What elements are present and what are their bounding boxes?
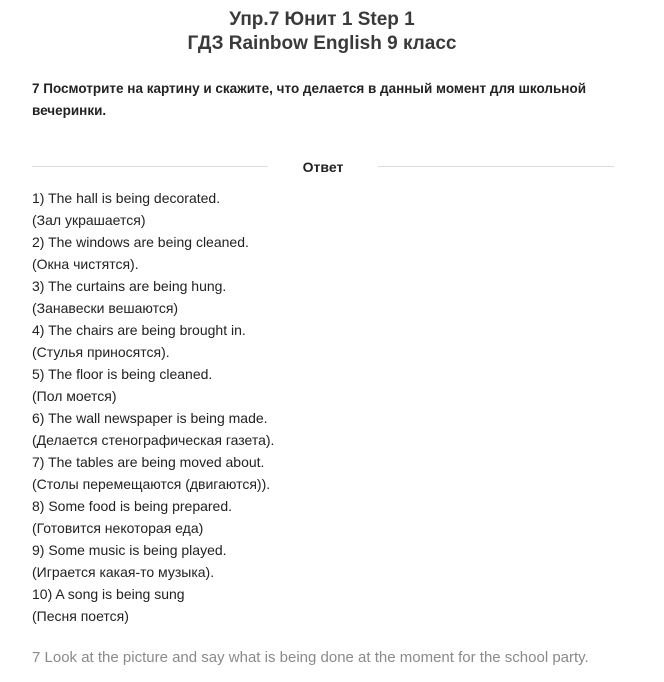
answer-line: 5) The floor is being cleaned.	[32, 366, 213, 382]
answer-line: (Делается стенографическая газета).	[32, 432, 275, 448]
page-title	[0, 8, 644, 56]
answer-divider	[32, 157, 614, 177]
answer-line: (Пол моется)	[32, 388, 117, 404]
answer-line: (Готовится некоторая еда)	[32, 520, 204, 536]
answer-line: 10) A song is being sung	[32, 586, 185, 602]
answer-line: (Столы перемещаются (двигаются)).	[32, 476, 271, 492]
answer-line: 3) The curtains are being hung.	[32, 278, 227, 294]
page-title-line-1: Упр.7 Юнит 1 Step 1	[229, 9, 415, 30]
answer-line: 2) The windows are being cleaned.	[32, 234, 249, 250]
answer-line: (Занавески вешаются)	[32, 300, 179, 316]
task-translation: 7 Look at the picture and say what is being done at the moment for the school party.	[32, 649, 589, 666]
answer-line: 1) The hall is being decorated.	[32, 190, 221, 206]
task-text: 7 Посмотрите на картину и скажите, что делается в данный момент для школьной вечеринки.	[32, 81, 586, 118]
answer-line: 9) Some music is being played.	[32, 542, 227, 558]
answer-line: (Окна чистятся).	[32, 256, 139, 272]
answer-line: 8) Some food is being prepared.	[32, 498, 233, 514]
answer-line: 4) The chairs are being brought in.	[32, 322, 246, 338]
answer-line: 6) The wall newspaper is being made.	[32, 410, 268, 426]
answer-heading: Ответ	[302, 159, 344, 175]
answer-line: (Стулья приносятся).	[32, 344, 170, 360]
answer-line: (Играется какая-то музыка).	[32, 564, 215, 580]
answer-list	[32, 187, 632, 627]
answer-line: 7) The tables are being moved about.	[32, 454, 265, 470]
answer-line: (Песня поется)	[32, 608, 129, 624]
answer-line: (Зал украшается)	[32, 212, 146, 228]
page-title-line-2: ГДЗ Rainbow English 9 класс	[187, 33, 457, 54]
